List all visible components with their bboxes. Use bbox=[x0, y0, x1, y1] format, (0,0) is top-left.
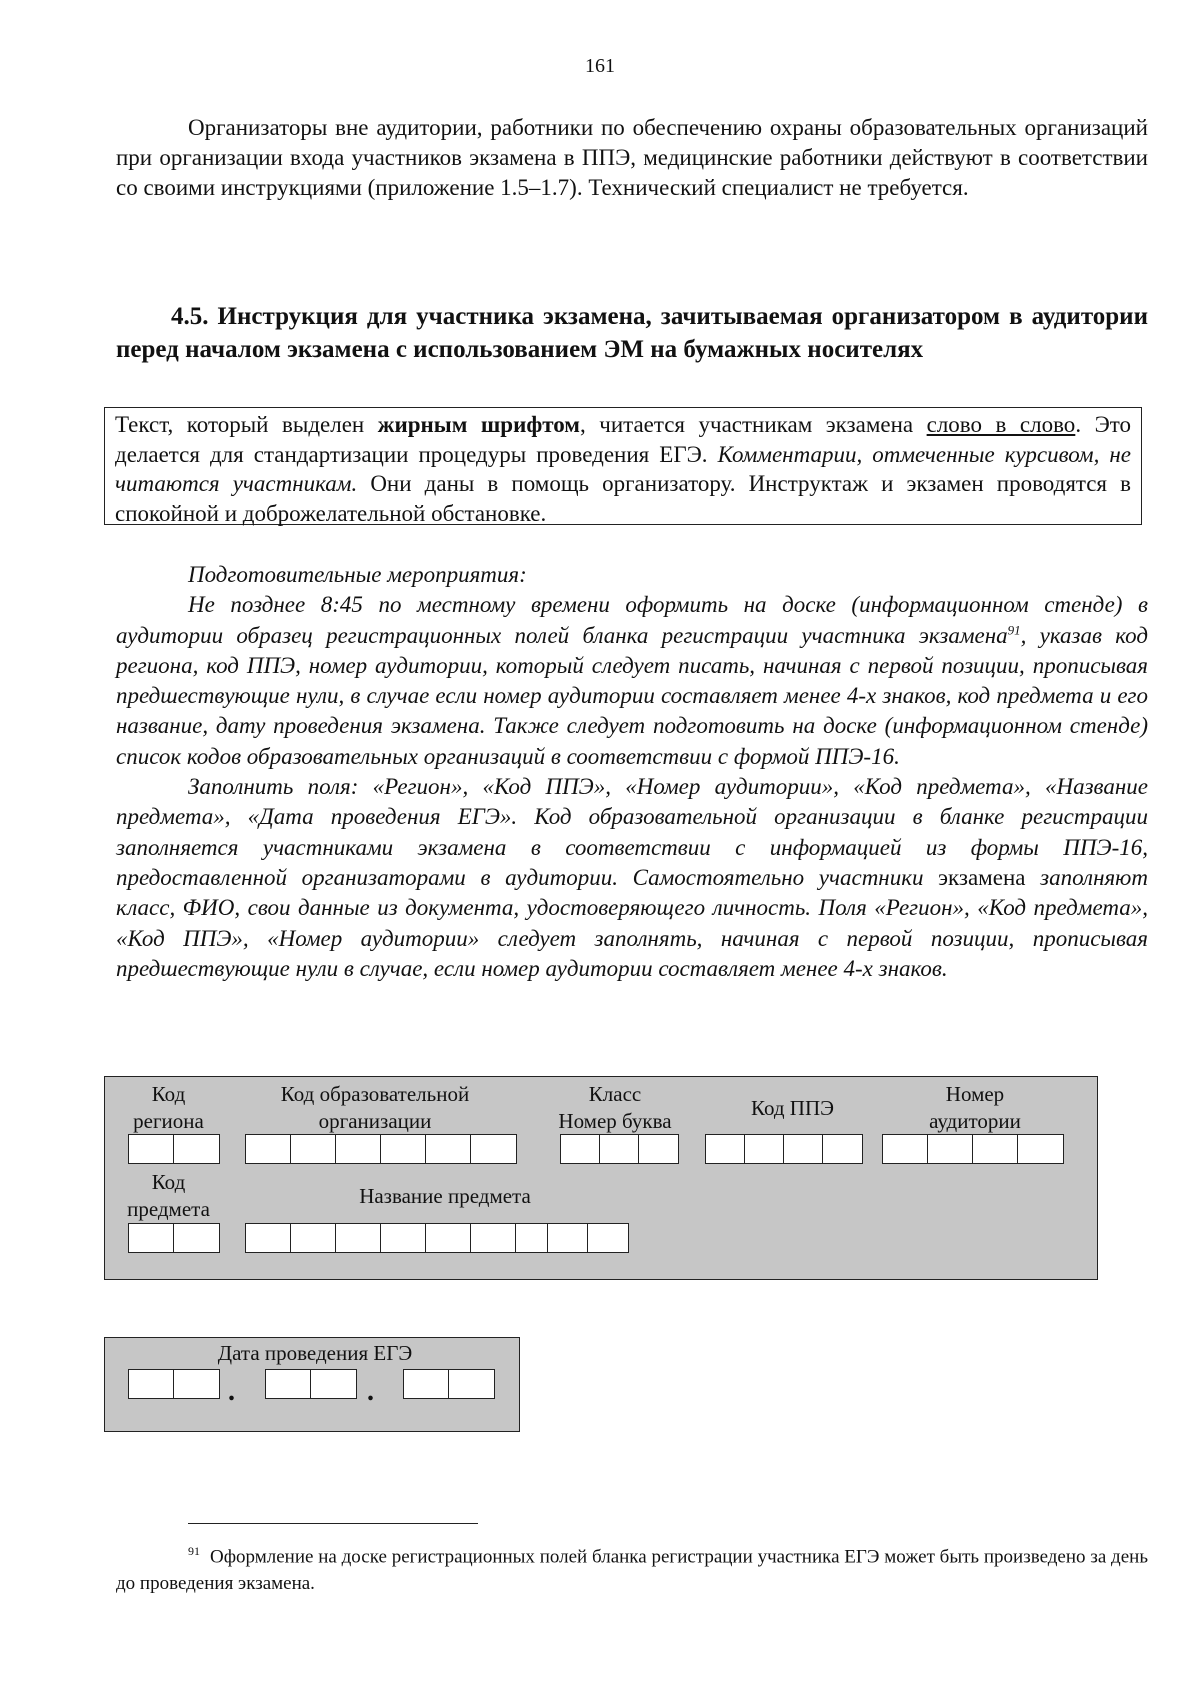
input-cell[interactable] bbox=[246, 1135, 291, 1163]
input-cell[interactable] bbox=[174, 1370, 219, 1398]
footnote-ref[interactable]: 91 bbox=[1007, 621, 1021, 637]
day-cells[interactable] bbox=[128, 1369, 220, 1399]
registration-fields-panel bbox=[104, 1076, 1098, 1280]
notice-text: Они даны в помощь организатору. Инструктаж и экзамен проводятся в спокойной и доброжелательной обстановке. bbox=[115, 471, 1131, 526]
notice-bold-text: жирным шрифтом bbox=[377, 412, 580, 437]
input-cell[interactable] bbox=[266, 1370, 311, 1398]
input-cell[interactable] bbox=[516, 1224, 548, 1252]
notice-text: . Это делается для стандартизации процедуры проведения ЕГЭ. bbox=[115, 412, 1132, 467]
ppe-code-cells[interactable] bbox=[705, 1134, 863, 1164]
input-cell[interactable] bbox=[449, 1370, 494, 1398]
input-cell[interactable] bbox=[588, 1224, 628, 1252]
input-cell[interactable] bbox=[129, 1370, 174, 1398]
subject-code-label-line: Код bbox=[151, 1170, 186, 1194]
date-separator: . bbox=[228, 1376, 235, 1407]
input-cell[interactable] bbox=[784, 1135, 823, 1163]
input-cell[interactable] bbox=[548, 1224, 588, 1252]
region-label-line: Код bbox=[151, 1082, 186, 1106]
input-cell[interactable] bbox=[174, 1135, 219, 1163]
input-cell[interactable] bbox=[174, 1224, 219, 1252]
preparation-text: Заполнить поля: «Регион», «Код ППЭ», «Номер аудитории», «Код предмета», «Название предмета», «Дата проведения ЕГЭ». Код образовательной организации в бланке регистрации заполняется участниками экзамена в соответствии с информацией из формы ППЭ-16, предоставленной организаторами в аудитории. Самостоятельно участники bbox=[116, 774, 1148, 890]
preparation-paragraph-2 bbox=[116, 772, 1148, 984]
input-cell[interactable] bbox=[745, 1135, 784, 1163]
org-code-cells[interactable] bbox=[245, 1134, 517, 1164]
ppe-code-label: Код ППЭ bbox=[751, 1096, 834, 1120]
page-number: 161 bbox=[585, 55, 615, 77]
input-cell[interactable] bbox=[1018, 1135, 1063, 1163]
region-label-line: региона bbox=[133, 1109, 204, 1133]
input-cell[interactable] bbox=[336, 1135, 381, 1163]
reading-notice-box bbox=[104, 407, 1142, 525]
input-cell[interactable] bbox=[973, 1135, 1018, 1163]
input-cell[interactable] bbox=[381, 1135, 426, 1163]
input-cell[interactable] bbox=[883, 1135, 928, 1163]
input-cell[interactable] bbox=[426, 1135, 471, 1163]
input-cell[interactable] bbox=[639, 1135, 678, 1163]
input-cell[interactable] bbox=[291, 1224, 336, 1252]
footnote-number: 91 bbox=[188, 1544, 200, 1558]
subject-code-label-line: предмета bbox=[127, 1197, 210, 1221]
input-cell[interactable] bbox=[404, 1370, 449, 1398]
room-number-label bbox=[875, 1081, 1075, 1135]
region-code-cells[interactable] bbox=[128, 1134, 220, 1164]
exam-date-panel bbox=[104, 1337, 520, 1432]
input-cell[interactable] bbox=[600, 1135, 639, 1163]
region-label bbox=[121, 1081, 216, 1135]
preparation-text: Не позднее 8:45 по местному времени оформить на доске (информационном стенде) в аудитории образец регистрационных полей бланка регистрации участника экзамена bbox=[116, 592, 1148, 648]
input-cell[interactable] bbox=[471, 1135, 516, 1163]
input-cell[interactable] bbox=[426, 1224, 471, 1252]
input-cell[interactable] bbox=[381, 1224, 426, 1252]
preparation-paragraph-1 bbox=[116, 590, 1148, 772]
subject-code-label bbox=[121, 1169, 216, 1223]
preparation-text: заполняют класс, ФИО, свои данные из документа, удостоверяющего личность. Поля «Регион», «Код предмета», «Код ППЭ», «Номер аудитории» следует заполнять, начиная с первой позиции, прописывая предшествующие нули в случае, если номер аудитории составляет менее 4-х знаков. bbox=[116, 864, 1148, 981]
class-label-line: Класс bbox=[588, 1082, 642, 1106]
section-heading: 4.5. Инструкция для участника экзамена, зачитываемая организатором в аудитории перед началом экзамена с использованием ЭМ на бумажных носителях bbox=[116, 303, 1148, 363]
notice-italic-text: Комментарии, отмеченные курсивом, не читаются участникам. bbox=[115, 441, 1131, 496]
input-cell[interactable] bbox=[928, 1135, 973, 1163]
org-code-label-line: Код образовательной bbox=[280, 1082, 470, 1106]
org-code-label bbox=[245, 1081, 505, 1135]
year-cells[interactable] bbox=[403, 1369, 495, 1399]
preparation-title: Подготовительные мероприятия: bbox=[188, 562, 527, 587]
notice-underlined-text: слово в слово bbox=[926, 412, 1076, 437]
footnote-divider bbox=[188, 1523, 478, 1524]
subject-name-cells[interactable] bbox=[245, 1223, 629, 1253]
input-cell[interactable] bbox=[336, 1224, 381, 1252]
class-label bbox=[545, 1081, 685, 1135]
subject-code-cells[interactable] bbox=[128, 1223, 220, 1253]
exam-date-label: Дата проведения ЕГЭ bbox=[217, 1341, 413, 1365]
input-cell[interactable] bbox=[129, 1224, 174, 1252]
input-cell[interactable] bbox=[129, 1135, 174, 1163]
room-number-label-line: Номер bbox=[945, 1082, 1005, 1106]
input-cell[interactable] bbox=[246, 1224, 291, 1252]
preparation-upright-text: экзамена bbox=[938, 864, 1026, 890]
room-number-cells[interactable] bbox=[882, 1134, 1064, 1164]
preparation-text: , указав код региона, код ППЭ, номер аудитории, который следует писать, начиная с первой позиции, прописывая предшествующие нули, в случае если номер аудитории составляет менее 4-х знаков, код предмета и его название, дату проведения экзамена. Также следует подготовить на доске (информационном стенде) список кодов образовательных организаций в соответствии с формой ППЭ-16. bbox=[116, 622, 1148, 769]
org-code-label-line: организации bbox=[318, 1109, 432, 1133]
class-cells[interactable] bbox=[560, 1134, 679, 1164]
input-cell[interactable] bbox=[471, 1224, 516, 1252]
notice-text: Текст, который выделен bbox=[115, 412, 378, 437]
footnote-text: Оформление на доске регистрационных полей бланка регистрации участника ЕГЭ может быть произведено за день до проведения экзамена. bbox=[116, 1546, 1148, 1595]
room-number-label-line: аудитории bbox=[929, 1109, 1021, 1133]
input-cell[interactable] bbox=[561, 1135, 600, 1163]
input-cell[interactable] bbox=[291, 1135, 336, 1163]
subject-name-label: Название предмета bbox=[359, 1184, 531, 1208]
class-label-line: Номер буква bbox=[558, 1109, 672, 1133]
month-cells[interactable] bbox=[265, 1369, 357, 1399]
footnote bbox=[116, 1538, 1148, 1597]
preparation-section bbox=[116, 560, 1148, 984]
date-separator: . bbox=[367, 1376, 374, 1407]
input-cell[interactable] bbox=[706, 1135, 745, 1163]
intro-paragraph: Организаторы вне аудитории, работники по обеспечению охраны образовательных организаций при организации входа участников экзамена в ППЭ, медицинские работники действуют в соответствии со своими инструкциями (приложение 1.5–1.7). Технический специалист не требуется. bbox=[116, 115, 1148, 200]
notice-text: , читается участникам экзамена bbox=[579, 412, 927, 437]
input-cell[interactable] bbox=[311, 1370, 356, 1398]
input-cell[interactable] bbox=[823, 1135, 862, 1163]
